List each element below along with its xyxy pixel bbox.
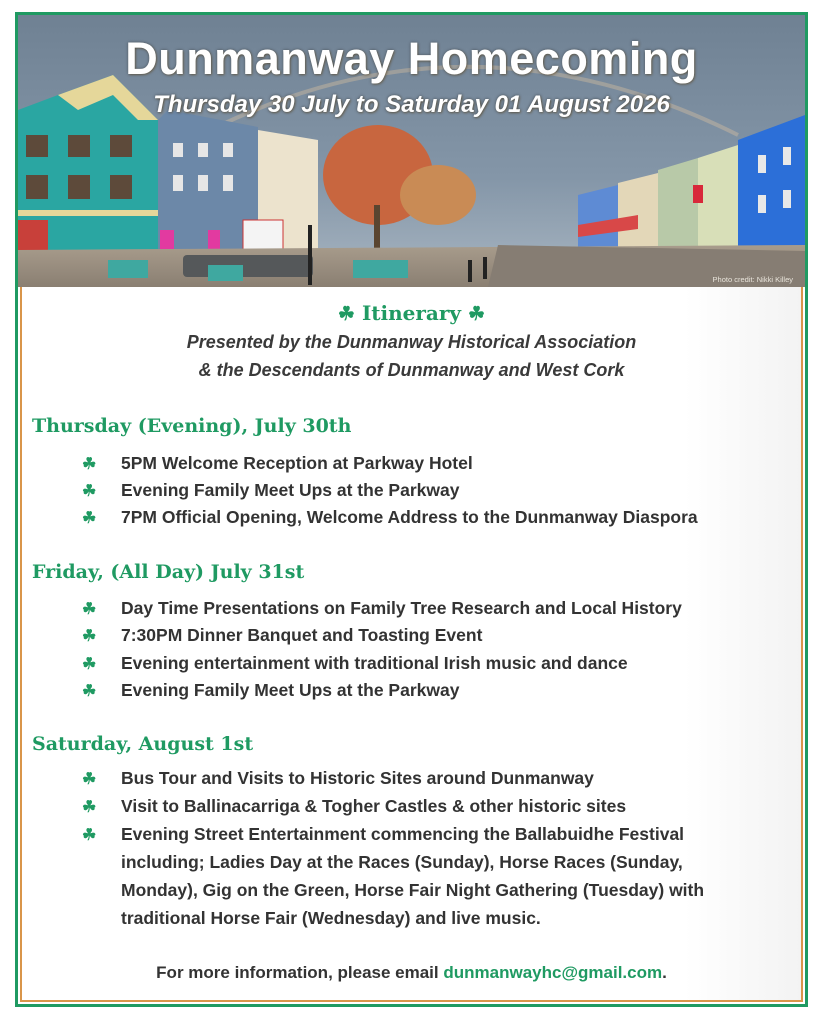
shamrock-bullet-icon: ☘	[82, 601, 97, 618]
shamrock-bullet-icon: ☘	[82, 827, 97, 844]
day-heading-thursday: Thursday (Evening), July 30th	[32, 415, 352, 437]
presenter-line-2: & the Descendants of Dunmanway and West Cork	[198, 360, 625, 380]
shamrock-icon: ☘	[468, 303, 486, 325]
day-heading-saturday: Saturday, August 1st	[32, 733, 254, 755]
shamrock-bullet-icon: ☘	[82, 628, 97, 645]
footer-period: .	[662, 963, 667, 982]
list-item: ☘ Evening entertainment with traditional Irish music and dance	[82, 653, 628, 673]
shamrock-bullet-icon: ☘	[82, 456, 97, 473]
poster-frame	[15, 12, 808, 1007]
contact-footer	[18, 963, 805, 983]
list-item: ☘ Bus Tour and Visits to Historic Sites around Dunmanway	[82, 768, 594, 788]
list-item: ☘ 7PM Official Opening, Welcome Address to the Dunmanway Diaspora	[82, 507, 698, 527]
itinerary-label: Itinerary	[361, 301, 462, 325]
list-item: ☘ Evening Family Meet Ups at the Parkway	[82, 480, 460, 500]
list-item: ☘ 5PM Welcome Reception at Parkway Hotel	[82, 453, 473, 473]
shamrock-bullet-icon: ☘	[82, 683, 97, 700]
footer-text: For more information, please email	[156, 963, 444, 982]
list-item: ☘ Day Time Presentations on Family Tree Research and Local History	[82, 598, 682, 618]
event-dates: Thursday 30 July to Saturday 01 August 2026	[153, 91, 670, 118]
email-link[interactable]: dunmanwayhc@gmail.com	[443, 963, 663, 982]
shamrock-bullet-icon: ☘	[82, 799, 97, 816]
presenter-line-1: Presented by the Dunmanway Historical Association	[186, 332, 637, 352]
poster-title: Dunmanway Homecoming	[125, 33, 698, 84]
list-item-continuation: traditional Horse Fair (Wednesday) and live music.	[121, 908, 541, 928]
header-photo	[18, 15, 805, 287]
shamrock-icon: ☘	[337, 303, 355, 325]
shamrock-bullet-icon: ☘	[82, 771, 97, 788]
list-item: ☘ Evening Street Entertainment commencing the Ballabuidhe Festival	[82, 824, 685, 844]
shamrock-bullet-icon: ☘	[82, 510, 97, 527]
list-item-continuation: including; Ladies Day at the Races (Sunday), Horse Races (Sunday,	[121, 852, 683, 872]
itinerary-heading	[18, 301, 805, 325]
day-heading-friday: Friday, (All Day) July 31st	[32, 561, 305, 583]
shamrock-bullet-icon: ☘	[82, 483, 97, 500]
list-item: ☘ 7:30PM Dinner Banquet and Toasting Event	[82, 625, 483, 645]
photo-credit: Photo credit: Nikki Killey	[712, 275, 793, 284]
list-item: ☘ Visit to Ballinacarriga & Togher Castles & other historic sites	[82, 796, 627, 816]
shamrock-bullet-icon: ☘	[82, 656, 97, 673]
list-item: ☘ Evening Family Meet Ups at the Parkway	[82, 680, 460, 700]
list-item-continuation: Monday), Gig on the Green, Horse Fair Night Gathering (Tuesday) with	[121, 880, 705, 900]
